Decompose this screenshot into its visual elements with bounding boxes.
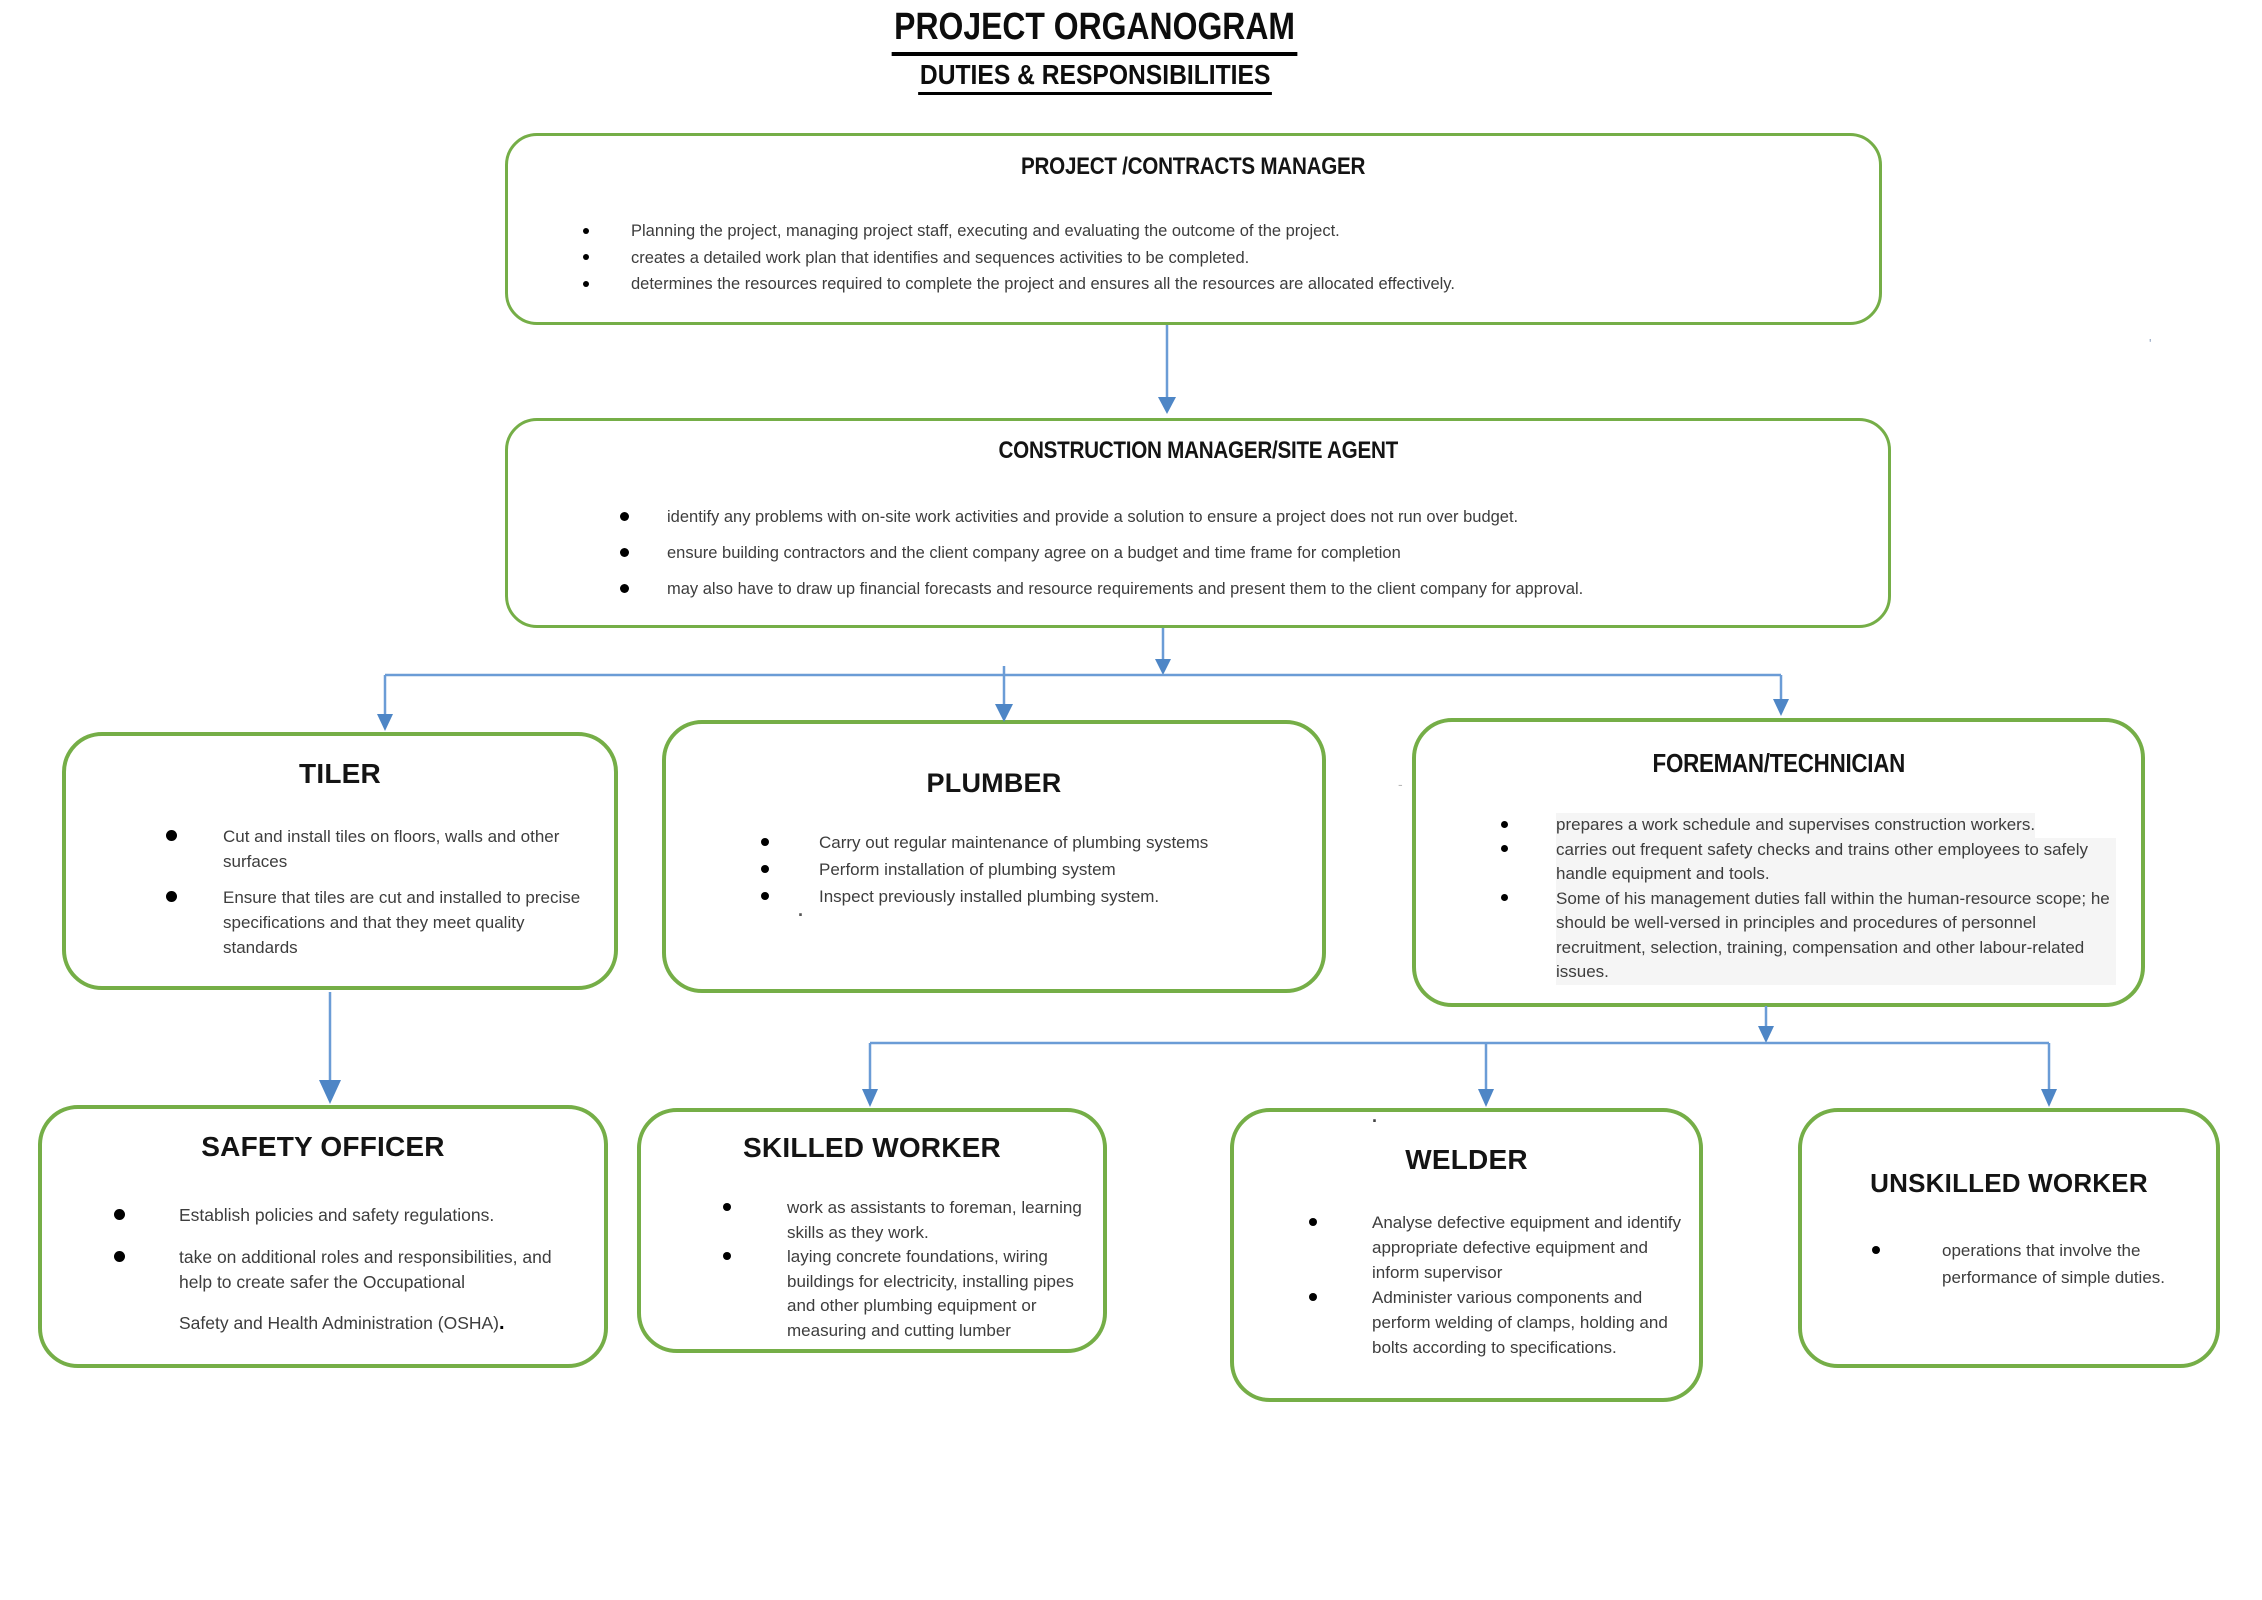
list-item: take on additional roles and responsibilities, and help to create safer the Occupational (114, 1245, 582, 1295)
list-item: operations that involve the performance of simple duties. (1872, 1237, 2194, 1291)
duty-list (1802, 1237, 2216, 1291)
connector-pm-to-cm (1158, 325, 1176, 414)
connector-foreman-to-row4 (862, 1006, 2057, 1107)
scan-artifact: . (798, 900, 804, 920)
node-title: PROJECT /CONTRACTS MANAGER (1021, 153, 1366, 180)
duty-list (1234, 1210, 1699, 1360)
bullet-icon (114, 1209, 125, 1220)
list-item: laying concrete foundations, wiring buildings for electricity, installing pipes and other plumbing equipment or measuring and cutting lumber (723, 1245, 1093, 1343)
list-item: Analyse defective equipment and identify appropriate defective equipment and inform supervisor (1309, 1210, 1687, 1285)
node-title: SAFETY OFFICER (201, 1131, 445, 1162)
bullet-icon (761, 865, 769, 873)
node-title: TILER (299, 758, 381, 789)
list-item: Cut and install tiles on floors, walls and other surfaces (166, 824, 592, 874)
page-subtitle: DUTIES & RESPONSIBILITIES (0, 58, 2226, 96)
node-title: PLUMBER (926, 768, 1062, 798)
list-item: Establish policies and safety regulations. (114, 1203, 582, 1228)
bullet-icon (166, 830, 177, 841)
node-skilled-worker (637, 1108, 1107, 1353)
bullet-icon (114, 1251, 125, 1262)
list-item: Perform installation of plumbing system (761, 856, 1300, 883)
scan-artifact: ' (2149, 336, 2152, 351)
bullet-icon (620, 584, 629, 593)
node-tiler (62, 732, 618, 990)
duty-list (1416, 813, 2141, 985)
list-item: work as assistants to foreman, learning skills as they work. (723, 1196, 1093, 1245)
bullet-icon (583, 254, 589, 260)
bullet-icon (1309, 1218, 1317, 1226)
list-item: Administer various components and perform welding of clamps, holding and bolts according to specifications. (1309, 1285, 1687, 1360)
list-item: carries out frequent safety checks and trains other employees to safely handle equipment and tools. (1501, 838, 2119, 887)
duty-list (508, 505, 1888, 602)
node-title: SKILLED WORKER (743, 1132, 1001, 1163)
list-item: Some of his management duties fall within the human-resource scope; he should be well-versed in principles and procedures of personnel recruitment, selection, training, compensation and other labour-related issues. (1501, 887, 2119, 985)
bullet-icon (1309, 1293, 1317, 1301)
bullet-icon (620, 512, 629, 521)
duty-list (508, 219, 1879, 298)
bullet-icon (1501, 845, 1508, 852)
node-title: UNSKILLED WORKER (1870, 1168, 2148, 1198)
node-plumber (662, 720, 1326, 993)
bullet-icon (1501, 894, 1508, 901)
list-item: ensure building contractors and the client company agree on a budget and time frame for completion (620, 541, 1866, 566)
bullet-icon (583, 281, 589, 287)
bold-period: . (499, 1312, 505, 1334)
connector-cm-to-row3 (377, 628, 1789, 731)
list-item: prepares a work schedule and supervises construction workers. (1501, 813, 2119, 838)
node-construction-manager-site-agent (505, 418, 1891, 628)
bullet-icon (723, 1203, 731, 1211)
node-title: CONSTRUCTION MANAGER/SITE AGENT (998, 437, 1398, 464)
scan-artifact: - (1398, 776, 1403, 792)
bullet-icon (620, 548, 629, 557)
node-safety-officer (38, 1105, 608, 1368)
duty-list (42, 1203, 604, 1295)
list-item: may also have to draw up financial forecasts and resource requirements and present them to the client company for approval. (620, 577, 1866, 602)
duty-list (641, 1196, 1103, 1343)
osha-continuation-text: Safety and Health Administration (OSHA). (179, 1312, 505, 1334)
list-item: identify any problems with on-site work activities and provide a solution to ensure a project does not run over budget. (620, 505, 1866, 530)
duty-list (66, 824, 614, 960)
bullet-icon (723, 1252, 731, 1260)
bullet-icon (1501, 821, 1508, 828)
list-item: Planning the project, managing project staff, executing and evaluating the outcome of the project. (583, 219, 1857, 245)
list-item: Inspect previously installed plumbing system. (761, 883, 1300, 910)
bullet-icon (166, 891, 177, 902)
connector-tiler-to-safety (319, 992, 341, 1104)
list-item: Ensure that tiles are cut and installed to precise specifications and that they meet quality standards (166, 885, 592, 960)
page-title: PROJECT ORGANOGRAM (0, 6, 2226, 56)
bullet-icon (761, 892, 769, 900)
node-welder (1230, 1108, 1703, 1402)
node-title: FOREMAN/TECHNICIAN (1652, 748, 1905, 778)
scan-artifact: . (1372, 1106, 1378, 1126)
list-item: creates a detailed work plan that identifies and sequences activities to be completed. (583, 246, 1857, 272)
node-unskilled-worker (1798, 1108, 2220, 1368)
bullet-icon (583, 228, 589, 234)
list-item: Carry out regular maintenance of plumbing systems (761, 829, 1300, 856)
node-foreman-technician (1412, 718, 2145, 1007)
node-title: WELDER (1405, 1144, 1528, 1175)
bullet-icon (1872, 1246, 1880, 1254)
list-item: determines the resources required to complete the project and ensures all the resources are allocated effectively. (583, 272, 1857, 298)
node-project-contracts-manager (505, 133, 1882, 325)
page-heading (0, 6, 2226, 95)
bullet-icon (761, 838, 769, 846)
duty-list (666, 829, 1322, 910)
